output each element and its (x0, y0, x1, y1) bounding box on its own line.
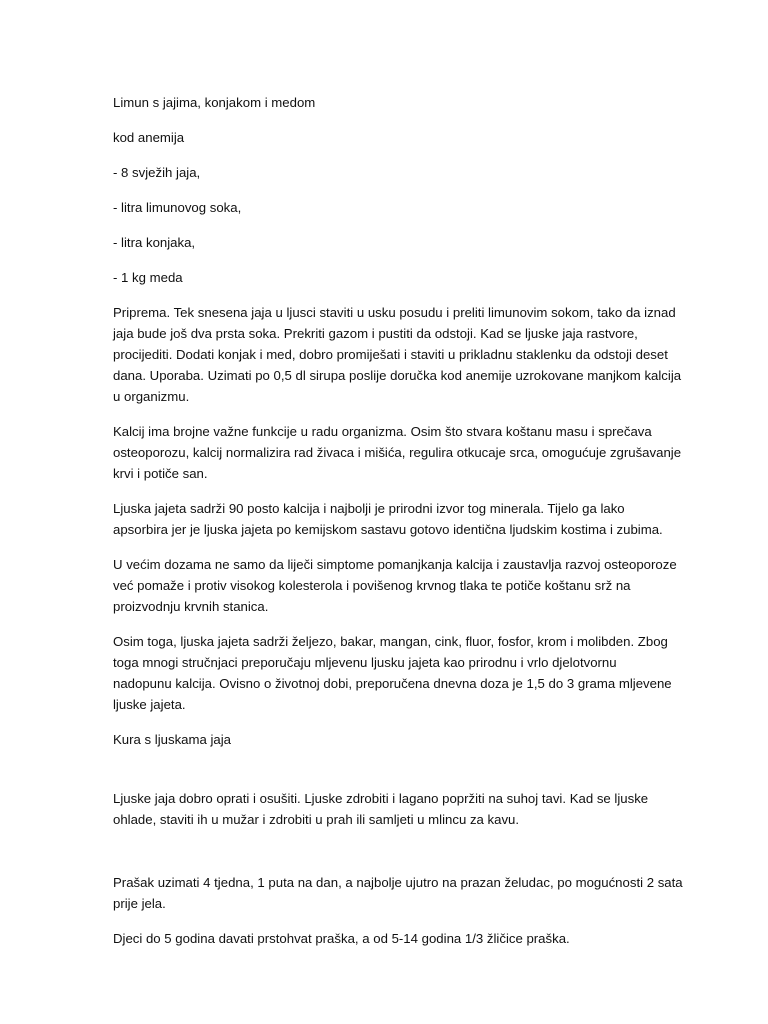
text-line: Kalcij ima brojne važne funkcije u radu organizma. Osim što stvara koštanu masu i sprečava (113, 424, 652, 439)
paragraph-preparation (113, 302, 682, 407)
ingredient-item: - litra konjaka, (113, 235, 196, 250)
text-line: dana. Uporaba. Uzimati po 0,5 dl sirupa poslije doručka kod anemije uzrokovane manjkom kalcija (113, 368, 682, 383)
text-line: prije jela. (113, 896, 166, 911)
paragraph-eggshell-calcium (113, 498, 663, 540)
text-line: u organizmu. (113, 389, 190, 404)
text-line: Ljuska jajeta sadrži 90 posto kalcija i najbolji je prirodni izvor tog minerala. Tijelo ga lako (113, 501, 625, 516)
paragraph-larger-doses (113, 554, 677, 617)
ingredient-item: - 8 svježih jaja, (113, 165, 201, 180)
section-heading: Kura s ljuskama jaja (113, 732, 232, 747)
text-line: ljuske jajeta. (113, 697, 186, 712)
paragraph-children-dosage (113, 928, 658, 949)
text-line: apsorbira jer je ljuska jajeta po kemijskom sastavu gotovo identična ljudskim kostima i zubima. (113, 522, 663, 537)
text-line: Priprema. Tek snesena jaja u ljusci staviti u usku posudu i preliti limunovim sokom, tako da iznad (113, 305, 676, 320)
paragraph-calcium-functions (113, 421, 682, 484)
text-line: jaja bude još dva prsta soka. Prekriti gazom i pustiti da odstoji. Kad se ljuske jaja rastvore, (113, 326, 638, 341)
document-page (113, 92, 683, 963)
document-title: Limun s jajima, konjakom i medom (113, 95, 316, 110)
text-line: Ljuske jaja dobro oprati i osušiti. Ljuske zdrobiti i lagano popržiti na suhoj tavi. Kad se ljuske (113, 791, 649, 806)
text-line: ohlade, staviti ih u mužar i zdrobiti u prah ili samljeti u mlincu za kavu. (113, 812, 520, 827)
paragraph-cure-dosage (113, 872, 683, 914)
paragraph-minerals (113, 631, 672, 715)
text-line: Prašak uzimati 4 tjedna, 1 puta na dan, a najbolje ujutro na prazan želudac, po mogućnosti 2 sata (113, 875, 683, 890)
text-line: Djeci do 5 godina davati prstohvat praška, a od 5-14 godina 1/3 žličice praška. (113, 931, 570, 946)
ingredient-item: - litra limunovog soka, (113, 200, 242, 215)
document-subtitle: kod anemija (113, 130, 185, 145)
text-line: već pomaže i protiv visokog kolesterola i povišenog krvnog tlaka te potiče koštanu srž na (113, 578, 631, 593)
blank-spacer (113, 844, 658, 872)
paragraph-cure-preparation (113, 788, 658, 830)
text-line: nadopunu kalcija. Ovisno o životnoj dobi, preporučena dnevna doza je 1,5 do 3 grama mljevene (113, 676, 672, 691)
text-line: krvi i potiče san. (113, 466, 208, 481)
ingredient-item: - 1 kg meda (113, 270, 183, 285)
text-line: U većim dozama ne samo da liječi simptome pomanjkanja kalcija i zaustavlja razvoj osteoporoze (113, 557, 677, 572)
blank-spacer (113, 764, 658, 788)
text-line: Osim toga, ljuska jajeta sadrži željezo, bakar, mangan, cink, fluor, fosfor, krom i molibden. Zbog (113, 634, 668, 649)
text-line: procijediti. Dodati konjak i med, dobro promiješati i staviti u prikladnu staklenku da odstoji deset (113, 347, 668, 362)
text-line: toga mnogi stručnjaci preporučaju mljevenu ljusku jajeta kao prirodnu i vrlo djelotvornu (113, 655, 617, 670)
text-line: proizvodnju krvnih stanica. (113, 599, 269, 614)
text-line: osteoporozu, kalcij normalizira rad živaca i mišića, regulira otkucaje srca, omogućuje zgrušavanje (113, 445, 682, 460)
